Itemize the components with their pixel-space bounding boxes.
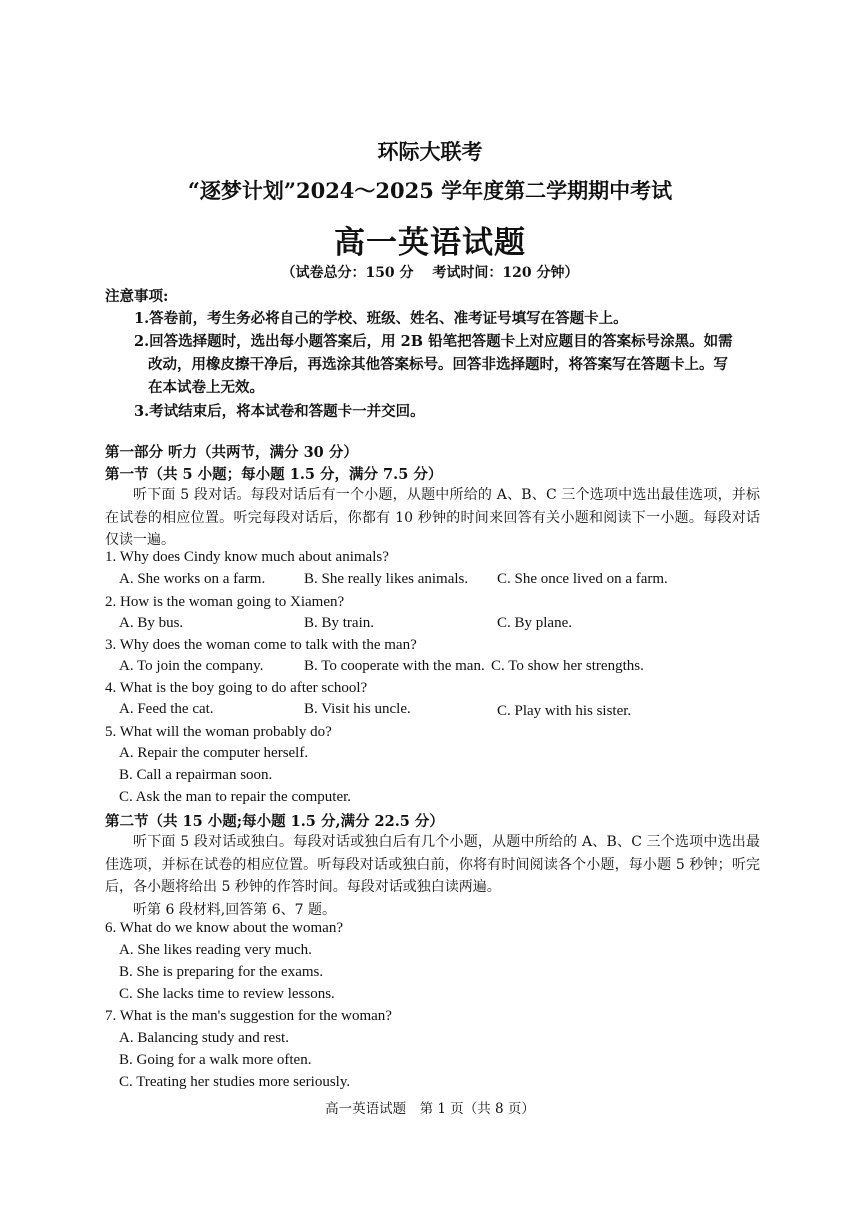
section2-material-note: 听第 6 段材料,回答第 6、7 题。 bbox=[133, 902, 336, 918]
part1-title: 第一部分 听力（共两节，满分 30 分） bbox=[105, 444, 358, 461]
q6-option-c: C. She lacks time to review lessons. bbox=[119, 986, 335, 1002]
q1-option-c: C. She once lived on a farm. bbox=[497, 571, 668, 587]
q7-option-a: A. Balancing study and rest. bbox=[119, 1030, 289, 1046]
q2-option-b: B. By train. bbox=[304, 615, 374, 631]
q5-option-b: B. Call a repairman soon. bbox=[119, 767, 273, 783]
q4-option-b: B. Visit his uncle. bbox=[304, 701, 411, 717]
q4-option-c: C. Play with his sister. bbox=[497, 703, 632, 719]
section1-instructions: 听下面 5 段对话。每段对话后有一个小题，从题中所给的 A、B、C 三个选项中选出最佳选项，并标在试卷的相应位置。听完每段对话后，你都有 10 秒钟的时间来回答有关小题和阅读下一小题。每段对话仅读一遍。 bbox=[105, 487, 760, 548]
q2-stem: 2. How is the woman going to Xiamen? bbox=[105, 594, 345, 610]
q7-option-c: C. Treating her studies more seriously. bbox=[119, 1074, 351, 1090]
section2-title: 第二节（共 15 小题;每小题 1.5 分,满分 22.5 分） bbox=[105, 813, 444, 830]
exam-organizer: 环际大联考 bbox=[377, 139, 483, 164]
q2-option-c: C. By plane. bbox=[497, 615, 572, 631]
q6-option-a: A. She likes reading very much. bbox=[119, 942, 312, 958]
note-item-3: 3.考试结束后，将本试卷和答题卡一并交回。 bbox=[134, 403, 425, 420]
q6-stem: 6. What do we know about the woman? bbox=[105, 920, 344, 936]
q6-option-b: B. She is preparing for the exams. bbox=[119, 964, 324, 980]
note-item-2-line-2: 改动，用橡皮擦干净后，再选涂其他答案标号。回答非选择题时，将答案写在答题卡上。写 bbox=[148, 356, 728, 373]
q7-option-b: B. Going for a walk more often. bbox=[119, 1052, 312, 1068]
q3-option-a: A. To join the company. bbox=[119, 658, 264, 674]
page-footer: 高一英语试题 第 1 页（共 8 页） bbox=[325, 1101, 535, 1117]
q5-stem: 5. What will the woman probably do? bbox=[105, 724, 332, 740]
q3-option-c: C. To show her strengths. bbox=[491, 658, 644, 674]
q2-option-a: A. By bus. bbox=[119, 615, 184, 631]
q1-option-b: B. She really likes animals. bbox=[304, 571, 469, 587]
section2-instructions: 听下面 5 段对话或独白。每段对话或独白后有几个小题，从题中所给的 A、B、C 三个选项中选出最佳选项，并标在试卷的相应位置。听每段对话或独白前，你将有时间阅读各个小题，每小题 5 秒钟；听完后，各小题将给出 5 秒钟的作答时间。每段对话或独白读两遍。 bbox=[105, 834, 760, 895]
q3-option-b: B. To cooperate with the man. bbox=[304, 658, 485, 674]
note-item-1: 1.答卷前，考生务必将自己的学校、班级、姓名、准考证号填写在答题卡上。 bbox=[134, 310, 628, 327]
note-item-2-line-1: 2.回答选择题时，选出每小题答案后，用 2B 铅笔把答题卡上对应题目的答案标号涂黑。如需 bbox=[134, 333, 733, 350]
q4-stem: 4. What is the boy going to do after school? bbox=[105, 680, 368, 696]
note-item-2-line-3: 在本试卷上无效。 bbox=[148, 379, 264, 396]
section1-title: 第一节（共 5 小题；每小题 1.5 分，满分 7.5 分） bbox=[105, 466, 443, 483]
notes-heading: 注意事项: bbox=[105, 288, 169, 305]
q5-option-c: C. Ask the man to repair the computer. bbox=[119, 789, 352, 805]
exam-name: “逐梦计划”2024～2025 学年度第二学期期中考试 bbox=[187, 178, 673, 203]
q1-stem: 1. Why does Cindy know much about animals? bbox=[105, 549, 389, 565]
q5-option-a: A. Repair the computer herself. bbox=[119, 745, 309, 761]
q7-stem: 7. What is the man's suggestion for the woman? bbox=[105, 1008, 392, 1024]
q3-stem: 3. Why does the woman come to talk with the man? bbox=[105, 637, 417, 653]
exam-meta: （试卷总分：150 分 考试时间：120 分钟） bbox=[281, 265, 579, 281]
q4-option-a: A. Feed the cat. bbox=[119, 701, 214, 717]
subject-title: 高一英语试题 bbox=[334, 225, 526, 261]
q1-option-a: A. She works on a farm. bbox=[119, 571, 266, 587]
